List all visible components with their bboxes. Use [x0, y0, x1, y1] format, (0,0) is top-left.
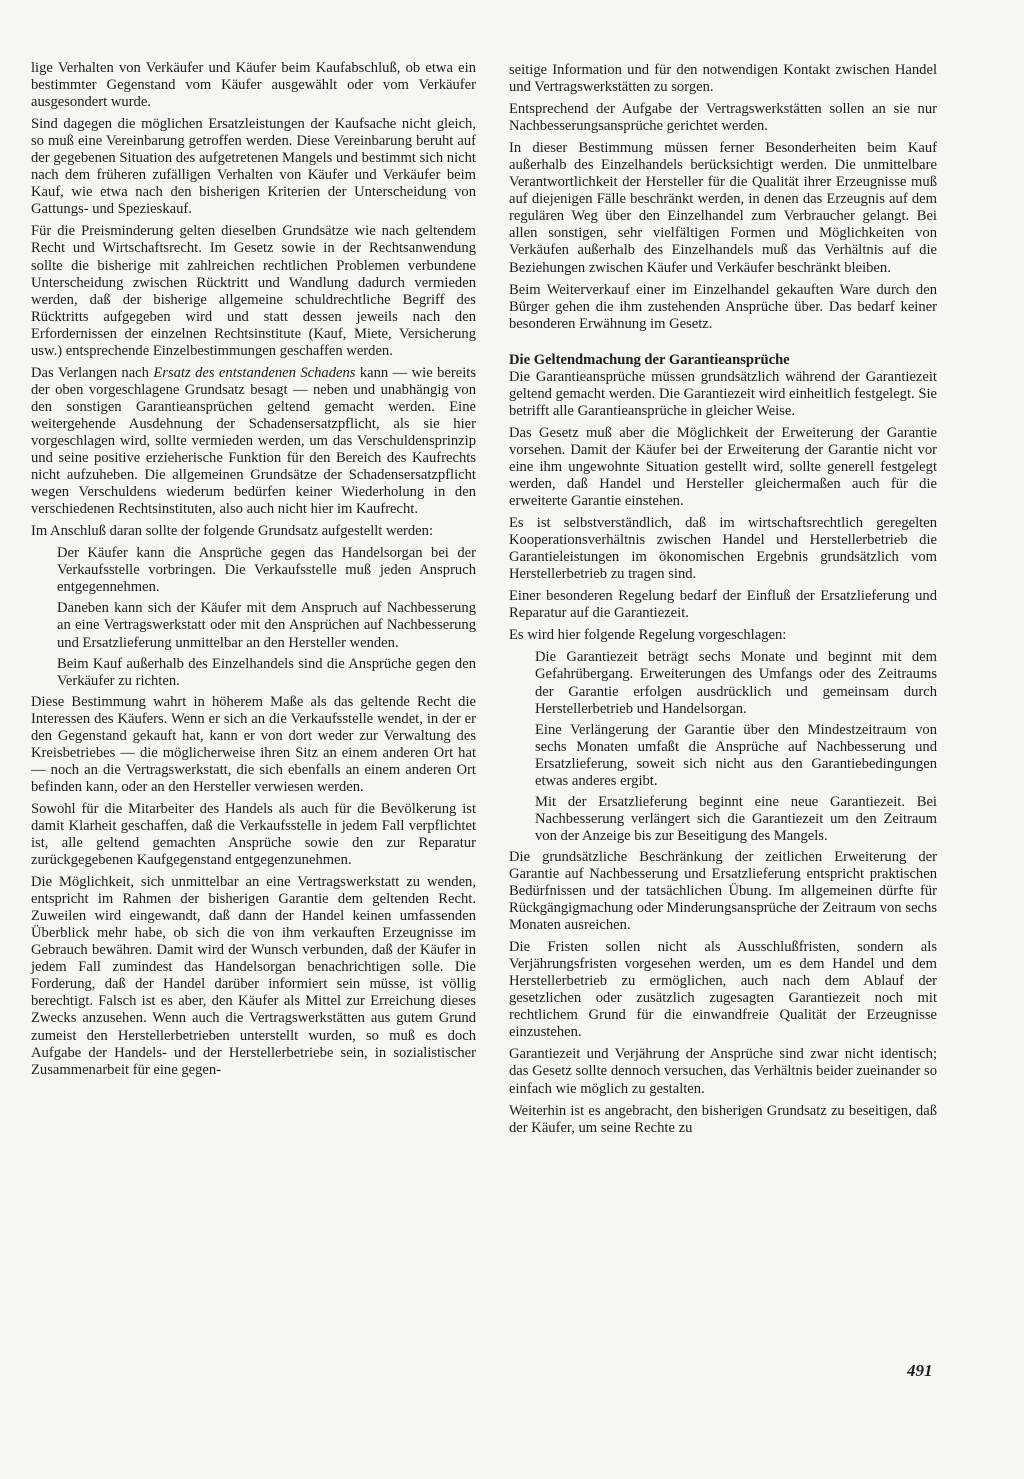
paragraph: Sowohl für die Mitarbeiter des Handels als auch für die Bevölkerung ist damit Klarheit geschaffen, daß die Verkaufsstelle in jedem Fall verpflichtet ist, alle geltend gemachten Ansprüche sowie den zur Reparatur zurückgegebenen Kaufgegenstand entgegenzunehmen.	[31, 800, 476, 869]
paragraph: Die Garantieansprüche müssen grundsätzlich während der Garantiezeit geltend gemacht werden. Die Garantiezeit wird einheitlich festgelegt. Sie betrifft alle Garantieansprüche in gleicher Weise.	[509, 368, 937, 419]
proposal-paragraph: Mit der Ersatzlieferung beginnt eine neue Garantiezeit. Bei Nachbesserung verlängert sich die Garantiezeit um den Zeitraum von der Anzeige bis zur Beseitigung des Mangels.	[535, 793, 937, 844]
paragraph: Das Gesetz muß aber die Möglichkeit der Erweiterung der Garantie vorsehen. Damit der Käufer bei der Erweiterung der Garantie nicht vor eine ihm ungewohnte Situation gestellt wird, sollte generell festgelegt werden, daß Handel und Hersteller gleichermaßen auch für die erweiterte Garantie einstehen.	[509, 424, 937, 510]
paragraph: Garantiezeit und Verjährung der Ansprüche sind zwar nicht identisch; das Gesetz sollte dennoch versuchen, das Verhältnis beider zueinander so einfach wie möglich zu gestalten.	[509, 1046, 937, 1097]
paragraph: Weiterhin ist es angebracht, den bisherigen Grundsatz zu beseitigen, daß der Käufer, um seine Rechte zu	[509, 1102, 937, 1136]
emphasis: Ersatz des entstandenen Schadens	[153, 364, 356, 381]
right-column	[509, 62, 937, 1142]
left-column	[31, 60, 476, 1084]
paragraph: Es ist selbstverständlich, daß im wirtschaftsrechtlich geregelten Kooperationsverhältnis zwischen Handel und Herstellerbetrieb die Garantieleistungen im ökonomischen Ergebnis grundsätzlich vom Herstellerbetrieb zu tragen sind.	[509, 515, 937, 583]
paragraph: seitige Information und für den notwendigen Kontakt zwischen Handel und Vertragswerkstätten zu sorgen.	[509, 62, 937, 96]
text-run: Das Verlangen nach	[31, 364, 154, 381]
paragraph	[31, 365, 476, 518]
proposal-paragraph: Der Käufer kann die Ansprüche gegen das Handelsorgan bei der Verkaufsstelle vorbringen. Die Verkaufsstelle muß jeden Anspruch entgegennehmen.	[57, 545, 476, 596]
paragraph: Die grundsätzliche Beschränkung der zeitlichen Erweiterung der Garantie auf Nachbesserung und Ersatzlieferung entspricht praktischen Bedürfnissen und der tatsächlichen Übung. Im allgemeinen dürfte für Rückgängigmachung oder Minderungsansprüche der Zeitraum von sechs Monaten ausreichen.	[509, 848, 937, 934]
text-run: kann — wie bereits der oben vorgeschlagene Grundsatz besagt — neben und unabhängig von den sonstigen Garantieansprüchen geltend gemacht werden. Eine weitergehende Ausdehnung der Schadensersatzpflicht, als sie hier vorgeschlagen wird, sollte vermieden werden, um das Verschuldensprinzip und seine positive erzieherische Funktion für den Bereich des Kaufrechts nicht aufzuheben. Die allgemeinen Grundsätze der Schadensersatzpflicht wegen Verschuldens wiederum bedürfen keiner Wiederholung in den verschiedenen Rechtsinstituten, also auch nicht hier im Kaufrecht.	[31, 364, 476, 518]
paragraph: Die Möglichkeit, sich unmittelbar an eine Vertragswerkstatt zu wenden, entspricht im Rahmen der bisherigen Garantie dem geltenden Recht. Zuweilen wird eingewandt, daß dann der Handel keinen umfassenden Überblick mehr habe, ob sich die von ihm verkauften Erzeugnisse im Gebrauch bewähren. Damit wird der Wunsch verbunden, daß der Käufer in jedem Fall zumindest das Handelsorgan benachrichtigen solle. Die Forderung, daß der Handel darüber informiert sein müsse, ist völlig berechtigt. Falsch ist es aber, den Käufer als Mittel zur Erreichung dieses Zwecks anzusehen. Wenn auch die Vertragswerkstätten aus gutem Grund zumeist den Herstellerbetrieben unterstellt wurden, so muß es doch Aufgabe der Handels- und der Herstellerbetriebe sein, in sozialistischer Zusammenarbeit für eine gegen-	[31, 874, 476, 1078]
paragraph: lige Verhalten von Verkäufer und Käufer beim Kaufabschluß, ob etwa ein bestimmter Gegenstand vom Käufer ausgewählt oder vom Verkäufer ausgesondert wurde.	[31, 60, 476, 111]
paragraph: In dieser Bestimmung müssen ferner Besonderheiten beim Kauf außerhalb des Einzelhandels berücksichtigt werden. Die unmittelbare Verantwortlichkeit der Hersteller für die Qualität ihrer Erzeugnisse muß auf diejenigen Fälle beschränkt werden, in denen das Erzeugnis auf dem regulären Weg über den Einzelhandel zum Verbraucher gelangt. Bei allen sonstigen, sehr vielfältigen Formen und Möglichkeiten von Verkäufen außerhalb des Einzelhandels muß das Verhältnis auf die Beziehungen zwischen Käufer und Verkäufer beschränkt bleiben.	[509, 140, 937, 276]
paragraph: Im Anschluß daran sollte der folgende Grundsatz aufgestellt werden:	[31, 523, 434, 540]
paragraph: Beim Weiterverkauf einer im Einzelhandel gekauften Ware durch den Bürger gehen die ihm zustehenden Ansprüche über. Das bedarf keiner besonderen Erwähnung im Gesetz.	[509, 281, 937, 332]
paragraph: Es wird hier folgende Regelung vorgeschlagen:	[509, 627, 787, 644]
page-number: 491	[907, 1361, 933, 1380]
paragraph: Einer besonderen Regelung bedarf der Einfluß der Ersatzlieferung und Reparatur auf die Garantiezeit.	[509, 588, 937, 622]
proposal-paragraph: Eine Verlängerung der Garantie über den Mindestzeitraum von sechs Monaten umfaßt die Ansprüche auf Nachbesserung und Ersatzlieferung, soweit sich nicht aus den Garantiebedingungen etwas anderes ergibt.	[535, 721, 937, 789]
paragraph: Sind dagegen die möglichen Ersatzleistungen der Kaufsache nicht gleich, so muß eine Vereinbarung getroffen werden. Diese Vereinbarung beruht auf der gegebenen Situation des aufgetretenen Mangels und bestimmt sich nicht nach dem früheren zufälligen Verhalten von Käufer und Verkäufer beim Kauf, wie etwa nach den bisherigen Kriterien der Unterscheidung von Gattungs- und Spezieskauf.	[31, 116, 476, 218]
section-heading: Die Geltendmachung der Garantieansprüche	[509, 351, 790, 368]
proposal-paragraph: Daneben kann sich der Käufer mit dem Anspruch auf Nachbesserung an eine Vertragswerkstatt oder mit den Ansprüchen auf Nachbesserung und Ersatzlieferung unmittelbar an den Hersteller wenden.	[57, 600, 476, 651]
proposal-paragraph: Die Garantiezeit beträgt sechs Monate und beginnt mit dem Gefahrübergang. Erweiterungen des Umfangs oder des Zeitraums der Garantie erfolgen ausdrücklich und gemeinsam durch Herstellerbetrieb und Handelsorgan.	[535, 649, 937, 717]
paragraph: Entsprechend der Aufgabe der Vertragswerkstätten sollen an sie nur Nachbesserungsansprüche gerichtet werden.	[509, 101, 937, 135]
paragraph: Für die Preisminderung gelten dieselben Grundsätze wie nach geltendem Recht und Wirtschaftsrecht. Im Gesetz sowie in der Rechtsanwendung sollte die bisherige mit zahlreichen rechtlichen Problemen verbundene Unterscheidung zwischen Rücktritt und Wandlung dadurch vermieden werden, daß der bisherige allgemeine schuldrechtliche Begriff des Rücktritts aufgegeben wird und statt dessen jeweils nach den Erfordernissen der einzelnen Rechtsinstitute (Kauf, Miete, Versicherung usw.) entsprechende Einzelbestimmungen geschaffen werden.	[31, 223, 476, 359]
paragraph: Die Fristen sollen nicht als Ausschlußfristen, sondern als Verjährungsfristen vorgesehen werden, um es dem Handel und dem Herstellerbetrieb zu ermöglichen, auch nach dem Ablauf der gesetzlichen oder zusätzlich zugesagten Garantiezeit noch mit rechtlichem Grund für die einwandfreie Qualität der Erzeugnisse einzustehen.	[509, 939, 937, 1041]
paragraph: Diese Bestimmung wahrt in höherem Maße als das geltende Recht die Interessen des Käufers. Wenn er sich an die Verkaufsstelle wendet, in der er den Gegenstand gekauft hat, kann er von dort weder zur Verwaltung des Kreisbetriebes — die möglicherweise ihren Sitz an einem anderen Ort hat — noch an die Vertragswerkstatt, die sich ebenfalls an einem anderen Ort befinden kann, oder an den Hersteller verwiesen werden.	[31, 693, 476, 795]
proposal-paragraph: Beim Kauf außerhalb des Einzelhandels sind die Ansprüche gegen den Verkäufer zu richten.	[57, 655, 476, 689]
